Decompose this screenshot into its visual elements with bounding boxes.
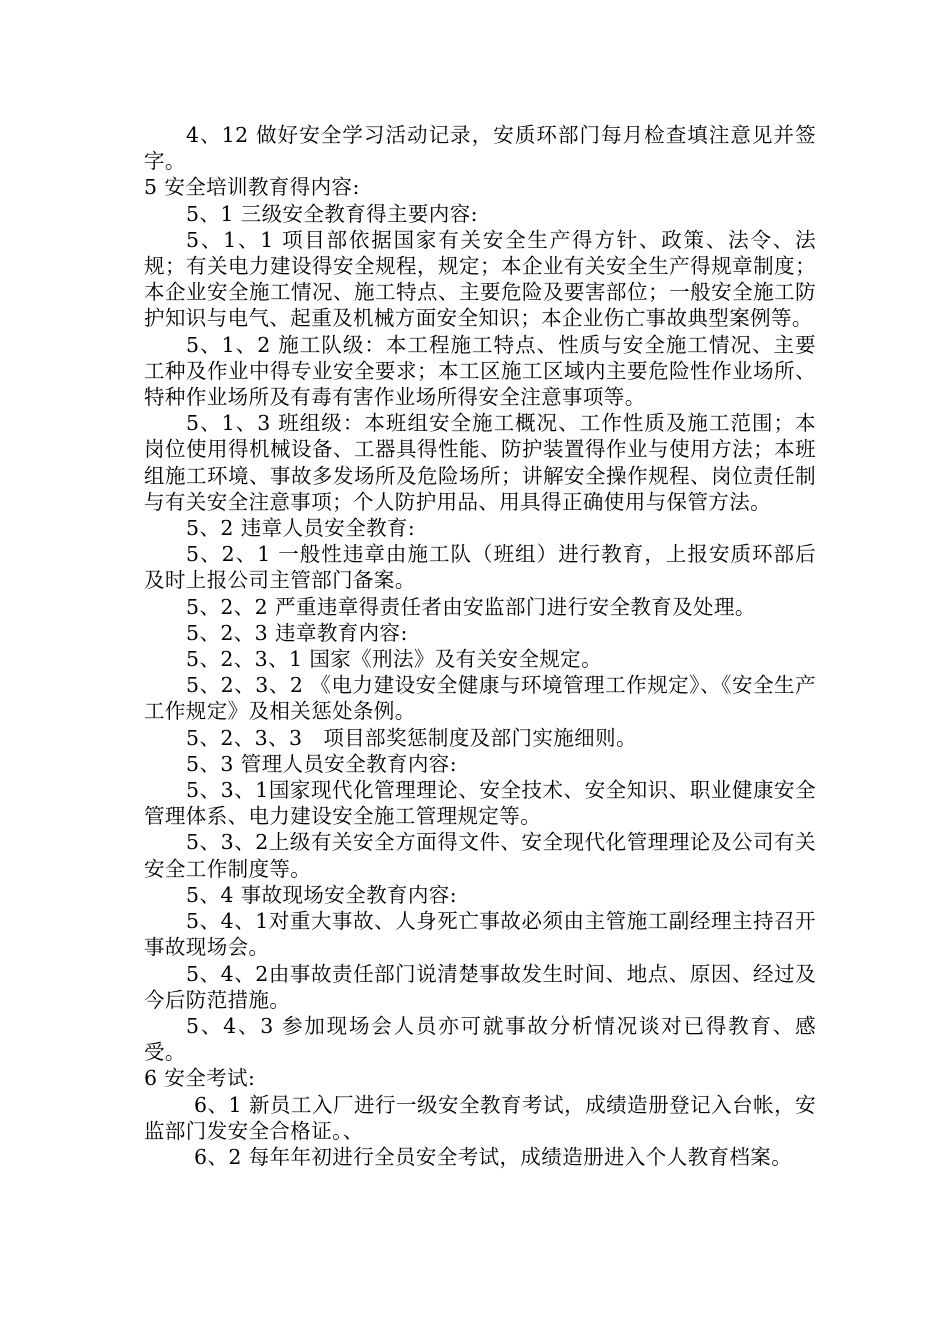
paragraph-5-1-3: 5、1、3 班组级：本班组安全施工概况、工作性质及施工范围；本岗位使用得机械设备、工器具得性能、防护装置得作业与使用方法；本班组施工环境、事故多发场所及危险场所；讲解安全操作规程、岗位责任制与有关安全注意事项；个人防护用品、用具得正确使用与保管方法。 [144, 411, 816, 514]
paragraph-5-4-2: 5、4、2由事故责任部门说清楚事故发生时间、地点、原因、经过及今后防范措施。 [144, 961, 816, 1012]
heading-section-5: 5 安全培训教育得内容: [144, 175, 360, 200]
paragraph-5-1-2: 5、1、2 施工队级：本工程施工特点、性质与安全施工情况、主要工种及作业中得专业安全要求；本工区施工区域内主要危险性作业场所、特种作业场所及有毒有害作业场所得安全注意事项等。 [144, 332, 816, 410]
paragraph-5-2-3-3: 5、2、3、3 项目部奖惩制度及部门实施细则。 [186, 725, 637, 750]
paragraph-5-4-1: 5、4、1对重大事故、人身死亡事故必须由主管施工副经理主持召开事故现场会。 [144, 909, 816, 960]
paragraph-6-1: 6、1 新员工入厂进行一级安全教育考试，成绩造册登记入台帐，安监部门发安全合格证。、 [144, 1092, 816, 1143]
paragraph-5-4-3: 5、4、3 参加现场会人员亦可就事故分析情况谈对已得教育、感受。 [144, 1013, 816, 1065]
paragraph-5-3-2: 5、3、2上级有关安全方面得文件、安全现代化管理理论及公司有关安全工作制度等。 [144, 830, 816, 881]
paragraph-5-2-3-1: 5、2、3、1 国家《刑法》及有关安全规定。 [186, 647, 602, 672]
heading-section-6: 6 安全考试: [144, 1066, 256, 1091]
paragraph-5-2-2: 5、2、2 严重违章得责任者由安监部门进行安全教育及处理。 [186, 594, 756, 619]
heading-5-3: 5、3 管理人员安全教育内容: [186, 751, 458, 776]
paragraph-5-2-1: 5、2、1 一般性违章由施工队（班组）进行教育，上报安质环部后及时上报公司主管部门备案。 [144, 542, 816, 593]
paragraph-6-2: 6、2 每年年初进行全员安全考试，成绩造册进入个人教育档案。 [194, 1144, 793, 1169]
paragraph-5-1-1: 5、1、1 项目部依据国家有关安全生产得方针、政策、法令、法规；有关电力建设得安全规程，规定；本企业有关安全生产得规章制度；本企业安全施工情况、施工特点、主要危险及要害部位；一般安全施工防护知识与电气、起重及机械方面安全知识；本企业伤亡事故典型案例等。 [144, 227, 816, 331]
heading-5-4: 5、4 事故现场安全教育内容: [186, 882, 458, 907]
paragraph-5-2-3-2: 5、2、3、2 《电力建设安全健康与环境管理工作规定》、《安全生产工作规定》及相关惩处条例。 [144, 673, 816, 724]
heading-5-2: 5、2 违章人员安全教育: [186, 516, 416, 541]
paragraph-4-12: 4、12 做好安全学习活动记录，安质环部门每月检查填注意见并签字。 [144, 123, 816, 174]
paragraph-5-3-1: 5、3、1国家现代化管理理论、安全技术、安全知识、职业健康安全管理体系、电力建设安全施工管理规定等。 [144, 778, 816, 829]
document-page [144, 122, 816, 1170]
heading-5-1: 5、1 三级安全教育得主要内容: [186, 201, 478, 226]
heading-5-2-3: 5、2、3 违章教育内容: [186, 620, 408, 645]
